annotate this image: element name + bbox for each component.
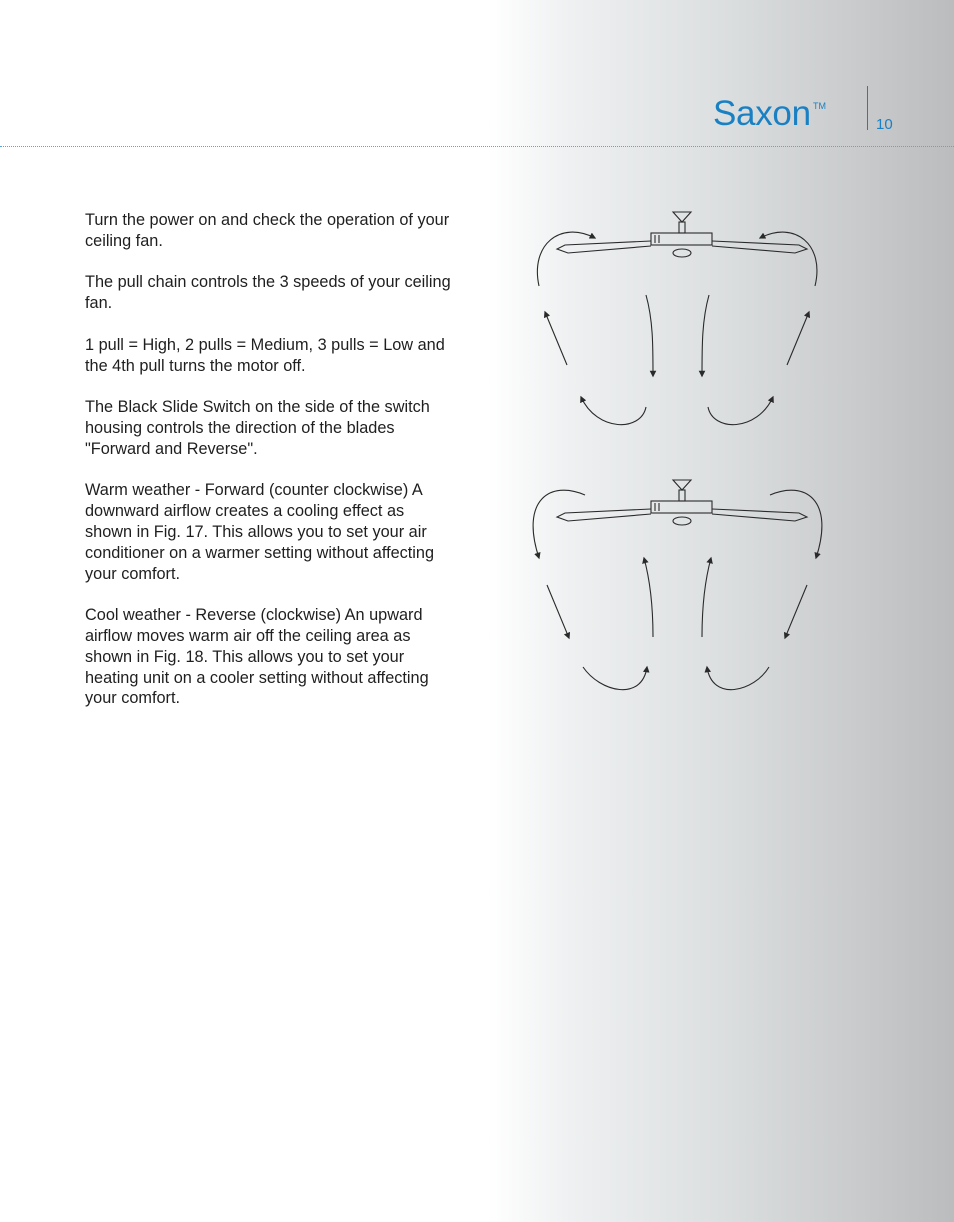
- page-number: 10: [876, 116, 893, 133]
- floor-arrow-right: [708, 397, 773, 425]
- fan-downward-airflow-diagram: [525, 200, 830, 430]
- figure-forward-airflow: [525, 200, 830, 430]
- fan-upward-airflow-diagram: [525, 470, 830, 700]
- header-dotted-rule: [0, 146, 954, 147]
- paragraph-warm-weather: Warm weather - Forward (counter clockwise) A downward airflow creates a cooling effect as shown in Fig. 17. This allows you to set your air conditioner on a warmer setting without affecting your comfort.: [85, 481, 435, 583]
- circulation-arrow-left: [533, 490, 585, 558]
- down-arrow-left: [547, 585, 569, 638]
- page-number-divider: [867, 86, 868, 130]
- circulation-arrow-right: [760, 232, 817, 286]
- circulation-arrow-left: [537, 232, 595, 286]
- floor-arrow-left: [581, 397, 646, 425]
- paragraph-cool-weather: Cool weather - Reverse (clockwise) An upward airflow moves warm air off the ceiling area as shown in Fig. 18. This allows you to set your heating unit on a cooler setting without affecting your comfort.: [85, 606, 429, 708]
- paragraph-speed-settings: 1 pull = High, 2 pulls = Medium, 3 pulls = Low and the 4th pull turns the motor off.: [85, 335, 445, 375]
- up-arrow-left: [644, 558, 653, 637]
- down-arrow-right: [702, 295, 709, 376]
- up-arrow-left: [545, 312, 567, 365]
- paragraph-pull-chain: The pull chain controls the 3 speeds of your ceiling fan.: [85, 273, 451, 313]
- up-arrow-right: [702, 558, 711, 637]
- down-arrow-right: [785, 585, 807, 638]
- floor-arrow-right: [707, 667, 769, 690]
- circulation-arrow-right: [770, 490, 822, 558]
- down-arrow-left: [646, 295, 653, 376]
- paragraph-power-check: Turn the power on and check the operation of your ceiling fan.: [85, 211, 450, 250]
- instructions-text: [85, 210, 455, 730]
- trademark-mark: TM: [813, 101, 826, 111]
- up-arrow-right: [787, 312, 809, 365]
- brand-title: Saxon: [713, 94, 811, 133]
- floor-arrow-left: [583, 667, 647, 690]
- paragraph-slide-switch: The Black Slide Switch on the side of the switch housing controls the direction of the blades "Forward and Reverse".: [85, 398, 430, 458]
- ceiling-fan-icon: [557, 480, 807, 525]
- figure-reverse-airflow: [525, 470, 830, 700]
